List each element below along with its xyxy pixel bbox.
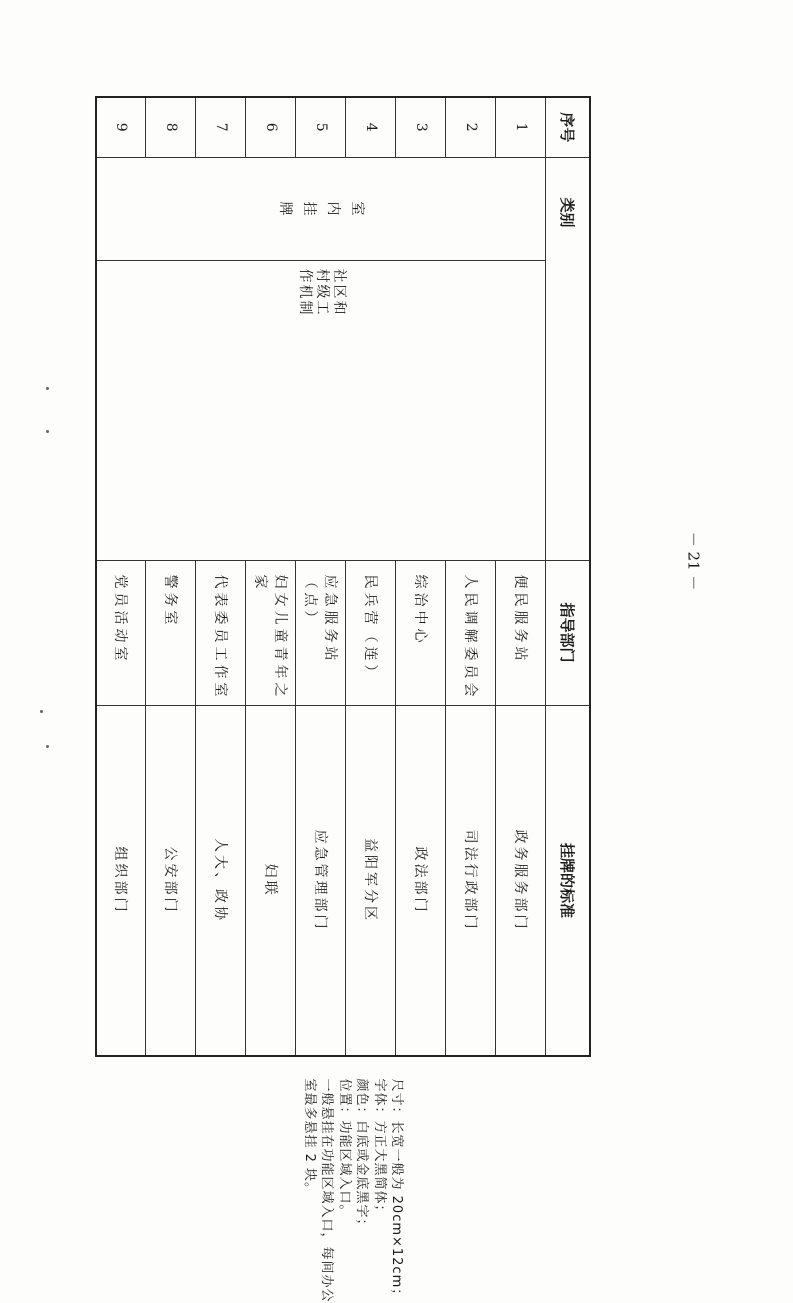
category-main-char: 挂 bbox=[301, 201, 318, 232]
category-sub bbox=[96, 260, 546, 560]
header-category: 类别 bbox=[546, 157, 590, 560]
row-name: 警务室 bbox=[146, 560, 196, 705]
row-dept: 政务服务部门 bbox=[496, 705, 546, 1056]
scan-speck bbox=[40, 710, 43, 713]
row-number: 3 bbox=[396, 97, 446, 157]
row-name: 综治中心 bbox=[396, 560, 446, 705]
row-number: 9 bbox=[96, 97, 146, 157]
category-sub-line: 村级工 bbox=[313, 268, 330, 317]
category-main bbox=[96, 157, 546, 260]
row-number: 6 bbox=[246, 97, 296, 157]
row-dept: 益阳军分区 bbox=[346, 705, 396, 1056]
row-dept: 妇联 bbox=[246, 705, 296, 1056]
scan-speck bbox=[46, 745, 49, 748]
header-seq: 序号 bbox=[546, 97, 590, 157]
row-number: 7 bbox=[196, 97, 246, 157]
category-main-char: 牌 bbox=[277, 201, 294, 232]
row-name: 党员活动室 bbox=[96, 560, 146, 705]
row-number: 5 bbox=[296, 97, 346, 157]
page-number: － 21 － bbox=[684, 531, 703, 591]
row-dept: 人大、政协 bbox=[196, 705, 246, 1056]
row-dept: 组织部门 bbox=[96, 705, 146, 1056]
row-number: 4 bbox=[346, 97, 396, 157]
table-row: 1 室 内 挂 牌 社区和 村级工 作机制 便民服务站 政务服务部门 尺寸：长宽一般为 20cm×12cm； 字体：方正大黑简体； 颜色：白底或金底黑字； 位置：功能区域入口。 一般悬挂在功能区域入口，每间办公 室最多悬挂 2 块。 bbox=[496, 97, 546, 1056]
signage-table bbox=[95, 96, 591, 1303]
row-dept: 司法行政部门 bbox=[446, 705, 496, 1056]
row-name: 人民调解委员会 bbox=[446, 560, 496, 705]
row-name: 民兵营（连） bbox=[346, 560, 396, 705]
signage-standards-table bbox=[95, 96, 591, 1303]
category-main-char: 室 bbox=[349, 201, 366, 232]
header-standard: 挂牌的标准 bbox=[546, 705, 590, 1056]
scan-speck bbox=[46, 430, 49, 433]
row-dept: 公安部门 bbox=[146, 705, 196, 1056]
category-main-char: 内 bbox=[325, 201, 342, 232]
row-name: 代表委员工作室 bbox=[196, 560, 246, 705]
row-dept: 政法部门 bbox=[396, 705, 446, 1056]
header-dept: 指导部门 bbox=[546, 560, 590, 705]
row-number: 1 bbox=[496, 97, 546, 157]
category-sub-line: 作机制 bbox=[296, 268, 313, 317]
row-number: 8 bbox=[146, 97, 196, 157]
category-sub-line: 社区和 bbox=[330, 268, 347, 317]
row-dept: 应急管理部门 bbox=[296, 705, 346, 1056]
row-name: 妇女儿童青年之家 bbox=[246, 560, 296, 705]
header-row bbox=[546, 97, 590, 1056]
row-name: 便民服务站 bbox=[496, 560, 546, 705]
row-number: 2 bbox=[446, 97, 496, 157]
row-name: 应急服务站（点） bbox=[296, 560, 346, 705]
scan-speck bbox=[46, 387, 49, 390]
